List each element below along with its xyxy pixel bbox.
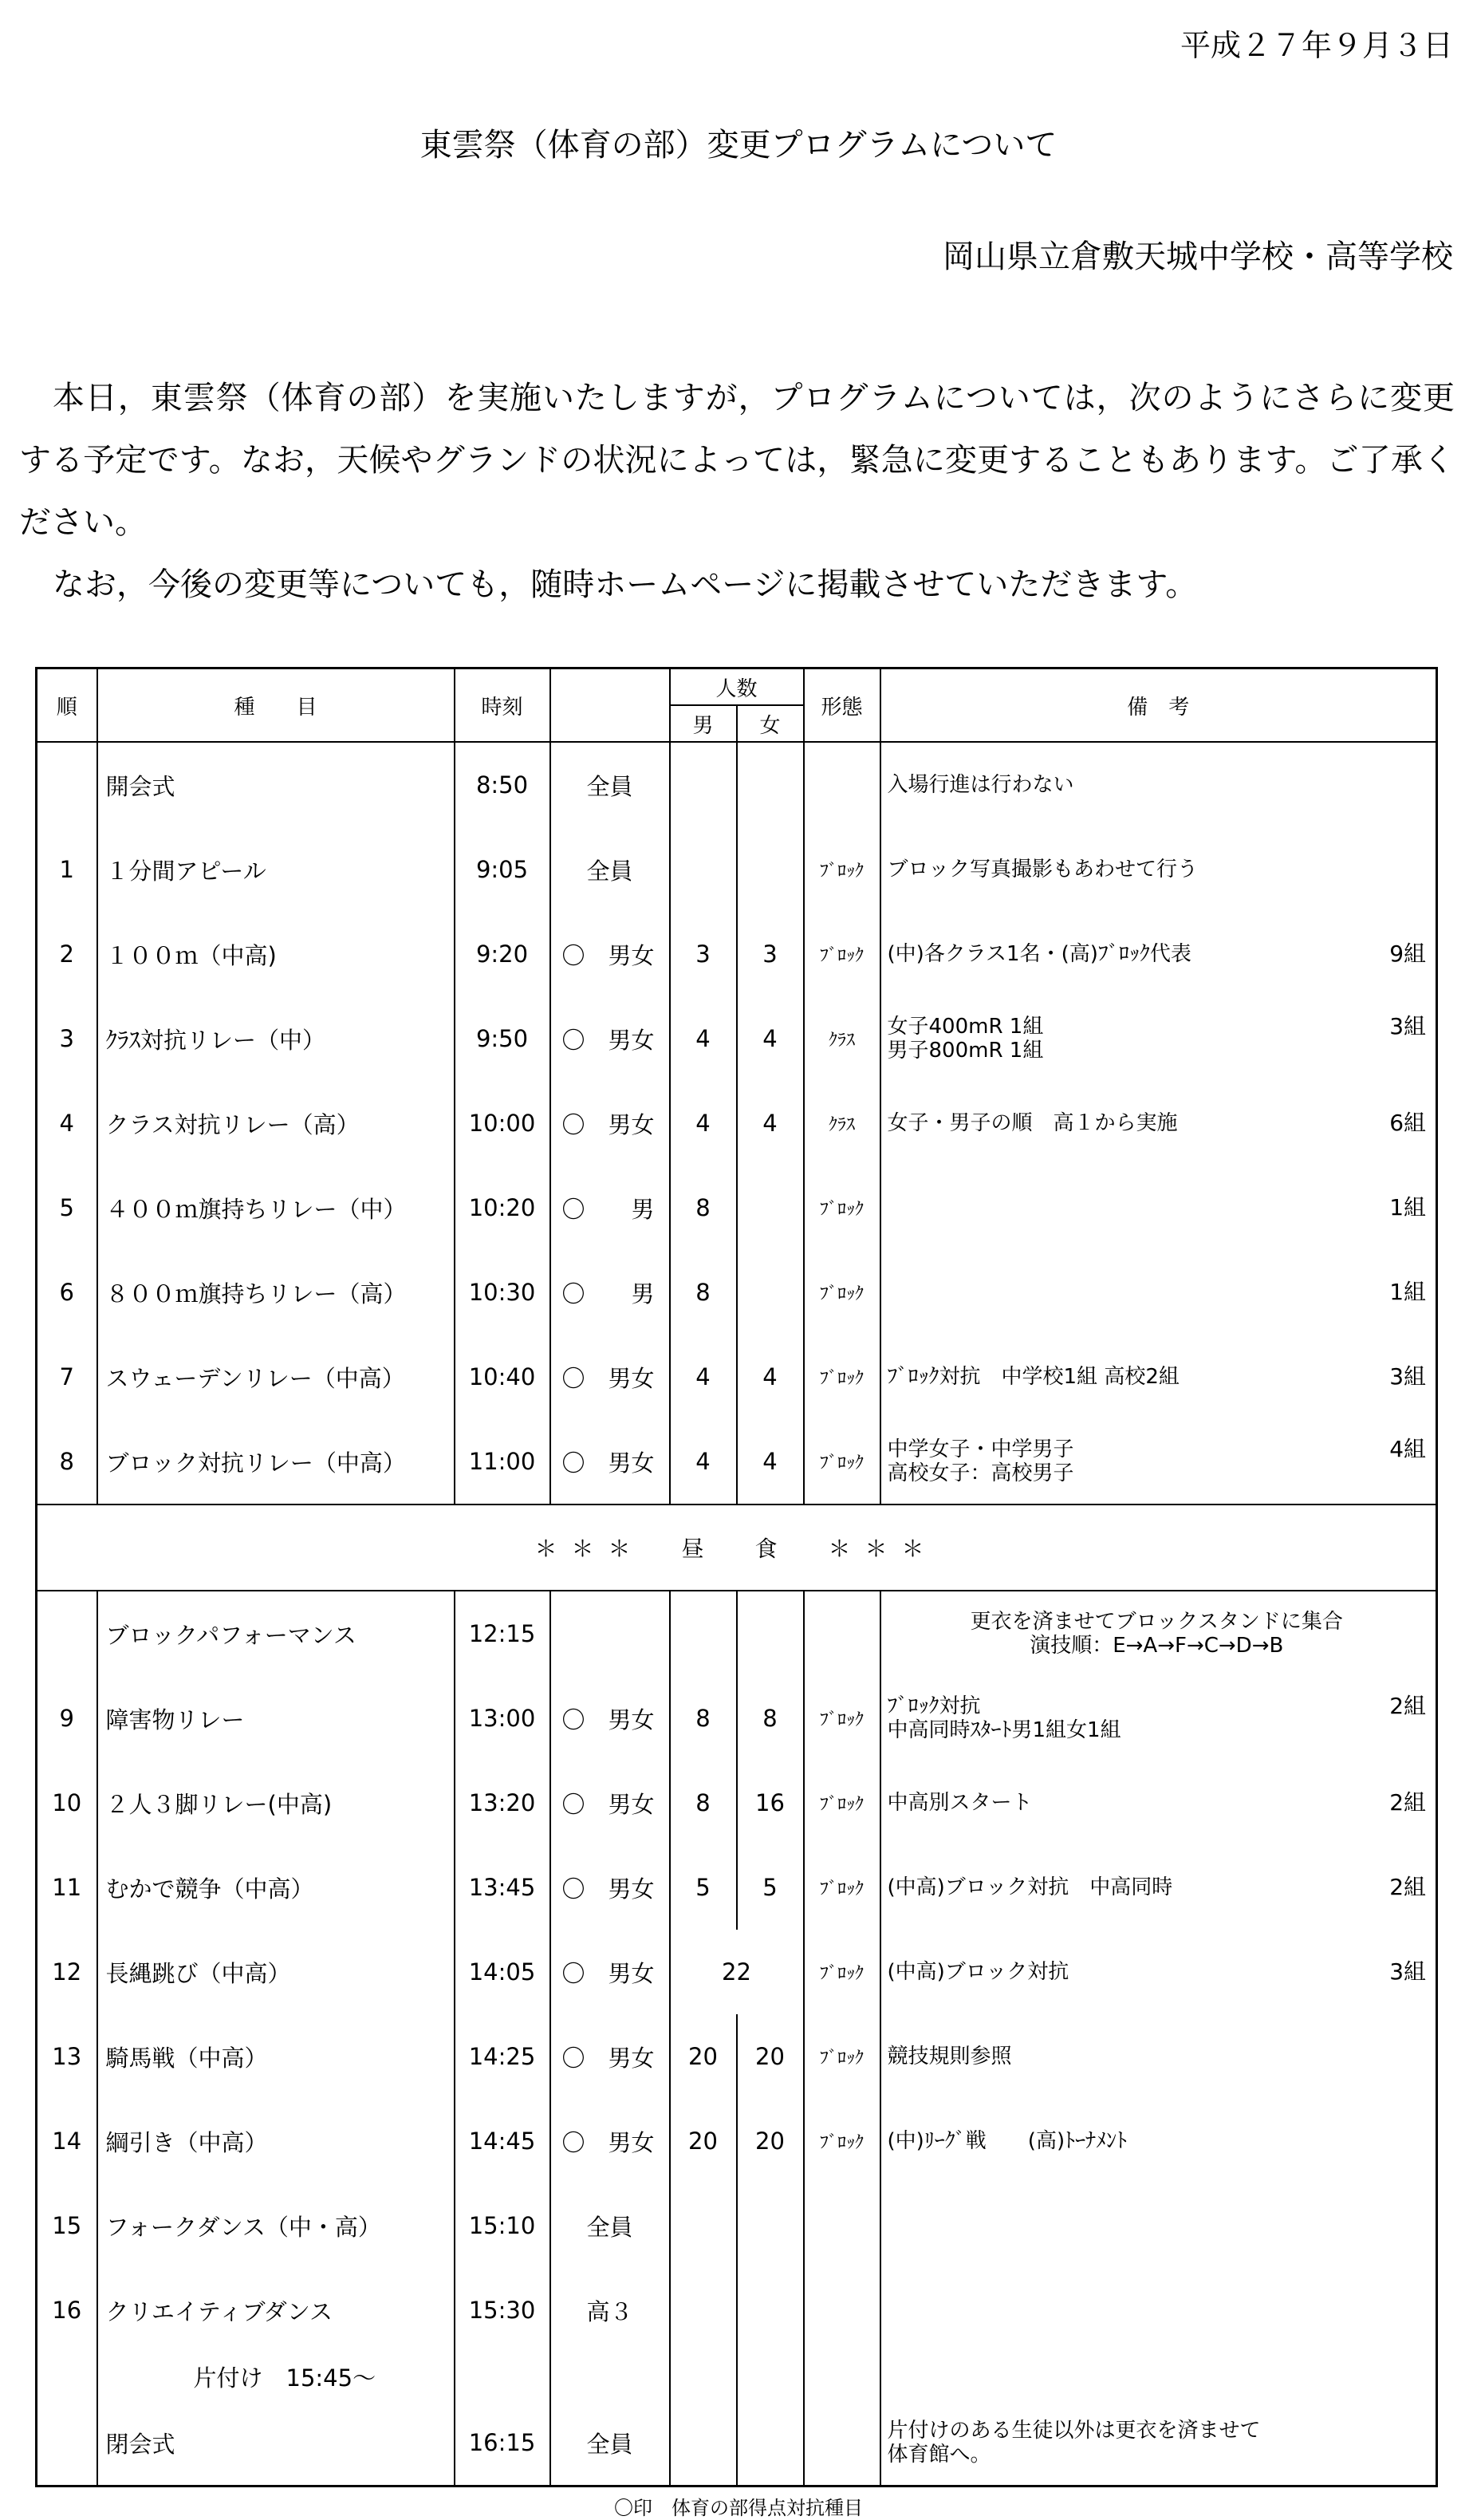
male-count-cell xyxy=(670,1591,737,1676)
time-cell: 14:25 xyxy=(455,2014,550,2099)
order-cell: 1 xyxy=(37,827,97,912)
event-cell: ４００ｍ旗持ちリレー（中） xyxy=(97,1165,455,1250)
scoring-cell: 〇 男女 xyxy=(550,2099,670,2183)
group-count: 4組 xyxy=(1389,1436,1427,1462)
group-count: 2組 xyxy=(1389,1693,1427,1719)
female-count-cell: 4 xyxy=(737,996,804,1081)
female-count-cell: 20 xyxy=(737,2099,804,2183)
male-count-cell: 4 xyxy=(670,1419,737,1505)
note-line: ﾌﾞﾛｯｸ対抗 中学校1組 高校2組 xyxy=(887,1365,1180,1389)
table-row xyxy=(37,1845,1437,1930)
order-cell: 2 xyxy=(37,912,97,996)
scoring-cell: 全員 xyxy=(550,742,670,827)
notes-cell xyxy=(880,1845,1437,1930)
document-title: 東雲祭（体育の部）変更プログラムについて xyxy=(419,127,1058,164)
scoring-cell: 〇 男女 xyxy=(550,2014,670,2099)
notes-cell xyxy=(880,1419,1437,1505)
header-female: 女 xyxy=(737,705,804,742)
table-row xyxy=(37,2014,1437,2099)
table-row xyxy=(37,1335,1437,1419)
female-count-cell xyxy=(737,2268,804,2352)
empty-cell xyxy=(737,2352,804,2400)
group-count: 3組 xyxy=(1389,1958,1427,1985)
header-time: 時刻 xyxy=(455,668,550,743)
scoring-cell: 〇 男女 xyxy=(550,1676,670,1761)
female-count-cell xyxy=(737,1165,804,1250)
notes-cell xyxy=(880,1591,1437,1676)
header-format: 形態 xyxy=(804,668,880,743)
header-notes: 備 考 xyxy=(880,668,1437,743)
female-count-cell: 16 xyxy=(737,1761,804,1845)
order-cell: 12 xyxy=(37,1930,97,2014)
time-cell: 8:50 xyxy=(455,742,550,827)
note-line: 中高同時ｽﾀｰﾄ男1組女1組 xyxy=(887,1718,1121,1742)
note-line: 片付けのある生徒以外は更衣を済ませて xyxy=(887,2419,1261,2443)
header-participants: 人数 xyxy=(670,668,804,706)
intro-text xyxy=(19,367,1455,616)
cleanup-label: 片付け 15:45～ xyxy=(97,2352,455,2400)
time-cell: 9:05 xyxy=(455,827,550,912)
order-cell: 9 xyxy=(37,1676,97,1761)
order-cell: 10 xyxy=(37,1761,97,1845)
event-cell: むかで競争（中高） xyxy=(97,1845,455,1930)
male-count-cell: 4 xyxy=(670,1081,737,1165)
intro-paragraph: なお，今後の変更等についても，随時ホームページに掲載させていただきます。 xyxy=(53,566,1198,603)
empty-cell xyxy=(37,2352,97,2400)
order-cell xyxy=(37,1591,97,1676)
empty-cell xyxy=(670,2352,737,2400)
event-cell: 長縄跳び（中高） xyxy=(97,1930,455,2014)
note-line: (中高)ブロック対抗 xyxy=(887,1960,1069,1984)
table-row xyxy=(37,1419,1437,1505)
format-cell xyxy=(804,2268,880,2352)
table-row xyxy=(37,1081,1437,1165)
event-cell: 騎馬戦（中高） xyxy=(97,2014,455,2099)
scoring-cell: 〇 男 xyxy=(550,1250,670,1335)
participants-cell: 22 xyxy=(670,1930,804,2014)
format-cell: ﾌﾞﾛｯｸ xyxy=(804,1930,880,2014)
order-cell: 6 xyxy=(37,1250,97,1335)
header-male: 男 xyxy=(670,705,737,742)
note-line: 中学女子・中学男子 xyxy=(887,1437,1074,1461)
order-cell: 7 xyxy=(37,1335,97,1419)
note-line: 中高別スタート xyxy=(887,1791,1033,1815)
event-cell: ブロック対抗リレー（中高） xyxy=(97,1419,455,1505)
format-cell: ﾌﾞﾛｯｸ xyxy=(804,1165,880,1250)
event-cell: １分間アピール xyxy=(97,827,455,912)
empty-cell xyxy=(880,2352,1437,2400)
order-cell: 15 xyxy=(37,2183,97,2268)
empty-cell xyxy=(455,2352,550,2400)
group-count: 1組 xyxy=(1389,1194,1427,1221)
scoring-cell: 全員 xyxy=(550,2400,670,2486)
lunch-break-label: ＊＊＊ 昼 食 ＊＊＊ xyxy=(37,1505,1437,1591)
scoring-cell: 〇 男女 xyxy=(550,912,670,996)
female-count-cell xyxy=(737,1591,804,1676)
event-cell: ８００ｍ旗持ちリレー（高） xyxy=(97,1250,455,1335)
notes-cell xyxy=(880,912,1437,996)
male-count-cell: 20 xyxy=(670,2099,737,2183)
female-count-cell: 3 xyxy=(737,912,804,996)
male-count-cell: 3 xyxy=(670,912,737,996)
table-row xyxy=(37,1676,1437,1761)
format-cell: ﾌﾞﾛｯｸ xyxy=(804,827,880,912)
male-count-cell xyxy=(670,2183,737,2268)
note-line: (中)各クラス1名・(高)ﾌﾞﾛｯｸ代表 xyxy=(887,942,1191,966)
format-cell: ﾌﾞﾛｯｸ xyxy=(804,2014,880,2099)
note-line: (中)ﾘｰｸﾞ戦 (高)ﾄｰﾅﾒﾝﾄ xyxy=(887,2129,1128,2153)
event-cell: 綱引き（中高） xyxy=(97,2099,455,2183)
notes-cell xyxy=(880,742,1437,827)
male-count-cell: 4 xyxy=(670,996,737,1081)
female-count-cell xyxy=(737,2183,804,2268)
table-row xyxy=(37,2268,1437,2352)
scoring-cell: 〇 男女 xyxy=(550,996,670,1081)
notes-cell xyxy=(880,2400,1437,2486)
table-row xyxy=(37,1165,1437,1250)
table-row xyxy=(37,2099,1437,2183)
time-cell: 10:20 xyxy=(455,1165,550,1250)
notes-cell xyxy=(880,2099,1437,2183)
header-mark xyxy=(550,668,670,743)
note-line: 体育館へ。 xyxy=(887,2443,991,2467)
event-cell: １００ｍ（中高) xyxy=(97,912,455,996)
scoring-cell: 全員 xyxy=(550,827,670,912)
document-date: 平成２７年９月３日 xyxy=(1180,28,1453,63)
event-cell: ブロックパフォーマンス xyxy=(97,1591,455,1676)
female-count-cell: 4 xyxy=(737,1419,804,1505)
scoring-cell: 〇 男女 xyxy=(550,1761,670,1845)
notes-cell xyxy=(880,2268,1437,2352)
table-row xyxy=(37,1761,1437,1845)
order-cell: 14 xyxy=(37,2099,97,2183)
time-cell: 13:45 xyxy=(455,1845,550,1930)
table-row xyxy=(37,1930,1437,2014)
event-cell: 開会式 xyxy=(97,742,455,827)
legend-note: 〇印 体育の部得点対抗種目 xyxy=(614,2497,863,2519)
format-cell: ﾌﾞﾛｯｸ xyxy=(804,1250,880,1335)
order-cell xyxy=(37,2400,97,2486)
notes-cell xyxy=(880,1081,1437,1165)
female-count-cell: 4 xyxy=(737,1335,804,1419)
order-cell xyxy=(37,742,97,827)
notes-cell xyxy=(880,827,1437,912)
time-cell: 13:00 xyxy=(455,1676,550,1761)
format-cell: ﾌﾞﾛｯｸ xyxy=(804,1335,880,1419)
group-count: 2組 xyxy=(1389,1874,1427,1900)
time-cell: 13:20 xyxy=(455,1761,550,1845)
format-cell xyxy=(804,1591,880,1676)
format-cell: ﾌﾞﾛｯｸ xyxy=(804,2099,880,2183)
time-cell: 16:15 xyxy=(455,2400,550,2486)
format-cell xyxy=(804,742,880,827)
scoring-cell xyxy=(550,1591,670,1676)
male-count-cell: 8 xyxy=(670,1250,737,1335)
female-count-cell xyxy=(737,827,804,912)
note-line: 競技規則参照 xyxy=(887,2045,1012,2068)
male-count-cell xyxy=(670,827,737,912)
note-line: 高校女子：高校男子 xyxy=(887,1461,1074,1485)
order-cell: 4 xyxy=(37,1081,97,1165)
format-cell: ﾌﾞﾛｯｸ xyxy=(804,912,880,996)
time-cell: 9:20 xyxy=(455,912,550,996)
header-order: 順 xyxy=(37,668,97,743)
notes-cell xyxy=(880,1335,1437,1419)
event-cell: クラス対抗リレー（高） xyxy=(97,1081,455,1165)
event-cell: フォークダンス（中・高） xyxy=(97,2183,455,2268)
male-count-cell: 5 xyxy=(670,1845,737,1930)
group-count: 3組 xyxy=(1389,1363,1427,1390)
table-row xyxy=(37,2183,1437,2268)
format-cell xyxy=(804,2183,880,2268)
format-cell: ｸﾗｽ xyxy=(804,996,880,1081)
time-cell: 9:50 xyxy=(455,996,550,1081)
time-cell: 15:10 xyxy=(455,2183,550,2268)
scoring-cell: 〇 男女 xyxy=(550,1419,670,1505)
note-line: 入場行進は行わない xyxy=(887,773,1074,797)
notes-cell xyxy=(880,1250,1437,1335)
notes-cell xyxy=(880,996,1437,1081)
time-cell: 10:40 xyxy=(455,1335,550,1419)
time-cell: 11:00 xyxy=(455,1419,550,1505)
group-count: 6組 xyxy=(1389,1110,1427,1136)
table-row xyxy=(37,912,1437,996)
event-cell: 障害物リレー xyxy=(97,1676,455,1761)
order-cell: 8 xyxy=(37,1419,97,1505)
order-cell: 5 xyxy=(37,1165,97,1250)
format-cell: ﾌﾞﾛｯｸ xyxy=(804,1419,880,1505)
group-count: 3組 xyxy=(1389,1013,1427,1039)
female-count-cell: 20 xyxy=(737,2014,804,2099)
table-row xyxy=(37,996,1437,1081)
note-line: 更衣を済ませてブロックスタンドに集合 xyxy=(970,1610,1343,1634)
female-count-cell: 8 xyxy=(737,1676,804,1761)
male-count-cell: 4 xyxy=(670,1335,737,1419)
female-count-cell: 4 xyxy=(737,1081,804,1165)
order-cell: 3 xyxy=(37,996,97,1081)
table-header-row xyxy=(37,668,1437,706)
male-count-cell: 8 xyxy=(670,1761,737,1845)
scoring-cell: 〇 男女 xyxy=(550,1930,670,2014)
female-count-cell xyxy=(737,1250,804,1335)
time-cell: 10:30 xyxy=(455,1250,550,1335)
note-line: 女子・男子の順 高１から実施 xyxy=(887,1111,1178,1135)
scoring-cell: 〇 男女 xyxy=(550,1845,670,1930)
format-cell: ﾌﾞﾛｯｸ xyxy=(804,1761,880,1845)
note-line: (中高)ブロック対抗 中高同時 xyxy=(887,1875,1173,1899)
note-line: 演技順：E→A→F→C→D→B xyxy=(1030,1634,1284,1658)
male-count-cell xyxy=(670,2400,737,2486)
group-count: 9組 xyxy=(1389,941,1427,967)
intro-paragraph: 本日，東雲祭（体育の部）を実施いたしますが，プログラムについては，次のようにさらに変更する予定です。なお，天候やグランドの状況によっては，緊急に変更することもあります。ご了承ください。 xyxy=(19,380,1455,541)
notes-cell xyxy=(880,1165,1437,1250)
notes-cell xyxy=(880,1930,1437,2014)
table-row xyxy=(37,1591,1437,1676)
group-count: 2組 xyxy=(1389,1789,1427,1816)
scoring-cell: 高３ xyxy=(550,2268,670,2352)
scoring-cell: 〇 男 xyxy=(550,1165,670,1250)
male-count-cell: 8 xyxy=(670,1676,737,1761)
male-count-cell: 20 xyxy=(670,2014,737,2099)
empty-cell xyxy=(804,2352,880,2400)
table-row xyxy=(37,827,1437,912)
format-cell: ﾌﾞﾛｯｸ xyxy=(804,1845,880,1930)
event-cell: ２人３脚リレー(中高) xyxy=(97,1761,455,1845)
order-cell: 13 xyxy=(37,2014,97,2099)
group-count: 1組 xyxy=(1389,1279,1427,1305)
female-count-cell xyxy=(737,2400,804,2486)
scoring-cell: 全員 xyxy=(550,2183,670,2268)
male-count-cell xyxy=(670,2268,737,2352)
notes-cell xyxy=(880,2014,1437,2099)
note-line: 女子400mR 1組 xyxy=(887,1015,1044,1039)
table-row xyxy=(37,742,1437,827)
format-cell xyxy=(804,2400,880,2486)
notes-cell xyxy=(880,1761,1437,1845)
order-cell: 16 xyxy=(37,2268,97,2352)
header-event: 種 目 xyxy=(97,668,455,743)
note-line: ブロック写真撮影もあわせて行う xyxy=(887,858,1198,881)
format-cell: ｸﾗｽ xyxy=(804,1081,880,1165)
scoring-cell: 〇 男女 xyxy=(550,1081,670,1165)
note-line: 男子800mR 1組 xyxy=(887,1039,1044,1063)
time-cell: 14:45 xyxy=(455,2099,550,2183)
lunch-break-row xyxy=(37,1505,1437,1591)
schedule-table xyxy=(35,667,1438,2487)
time-cell: 12:15 xyxy=(455,1591,550,1676)
event-cell: 閉会式 xyxy=(97,2400,455,2486)
event-cell: クリエイティブダンス xyxy=(97,2268,455,2352)
format-cell: ﾌﾞﾛｯｸ xyxy=(804,1676,880,1761)
table-row xyxy=(37,1250,1437,1335)
empty-cell xyxy=(550,2352,670,2400)
table-row xyxy=(37,2400,1437,2486)
order-cell: 11 xyxy=(37,1845,97,1930)
male-count-cell: 8 xyxy=(670,1165,737,1250)
note-line: ﾌﾞﾛｯｸ対抗 xyxy=(887,1694,981,1718)
time-cell: 10:00 xyxy=(455,1081,550,1165)
female-count-cell xyxy=(737,742,804,827)
school-name: 岡山県立倉敷天城中学校・高等学校 xyxy=(943,239,1453,275)
scoring-cell: 〇 男女 xyxy=(550,1335,670,1419)
event-cell: ｸﾗｽ対抗リレー（中） xyxy=(97,996,455,1081)
female-count-cell: 5 xyxy=(737,1845,804,1930)
notes-cell xyxy=(880,2183,1437,2268)
cleanup-row xyxy=(37,2352,1437,2400)
event-cell: スウェーデンリレー（中高） xyxy=(97,1335,455,1419)
notes-cell xyxy=(880,1676,1437,1761)
male-count-cell xyxy=(670,742,737,827)
time-cell: 15:30 xyxy=(455,2268,550,2352)
time-cell: 14:05 xyxy=(455,1930,550,2014)
